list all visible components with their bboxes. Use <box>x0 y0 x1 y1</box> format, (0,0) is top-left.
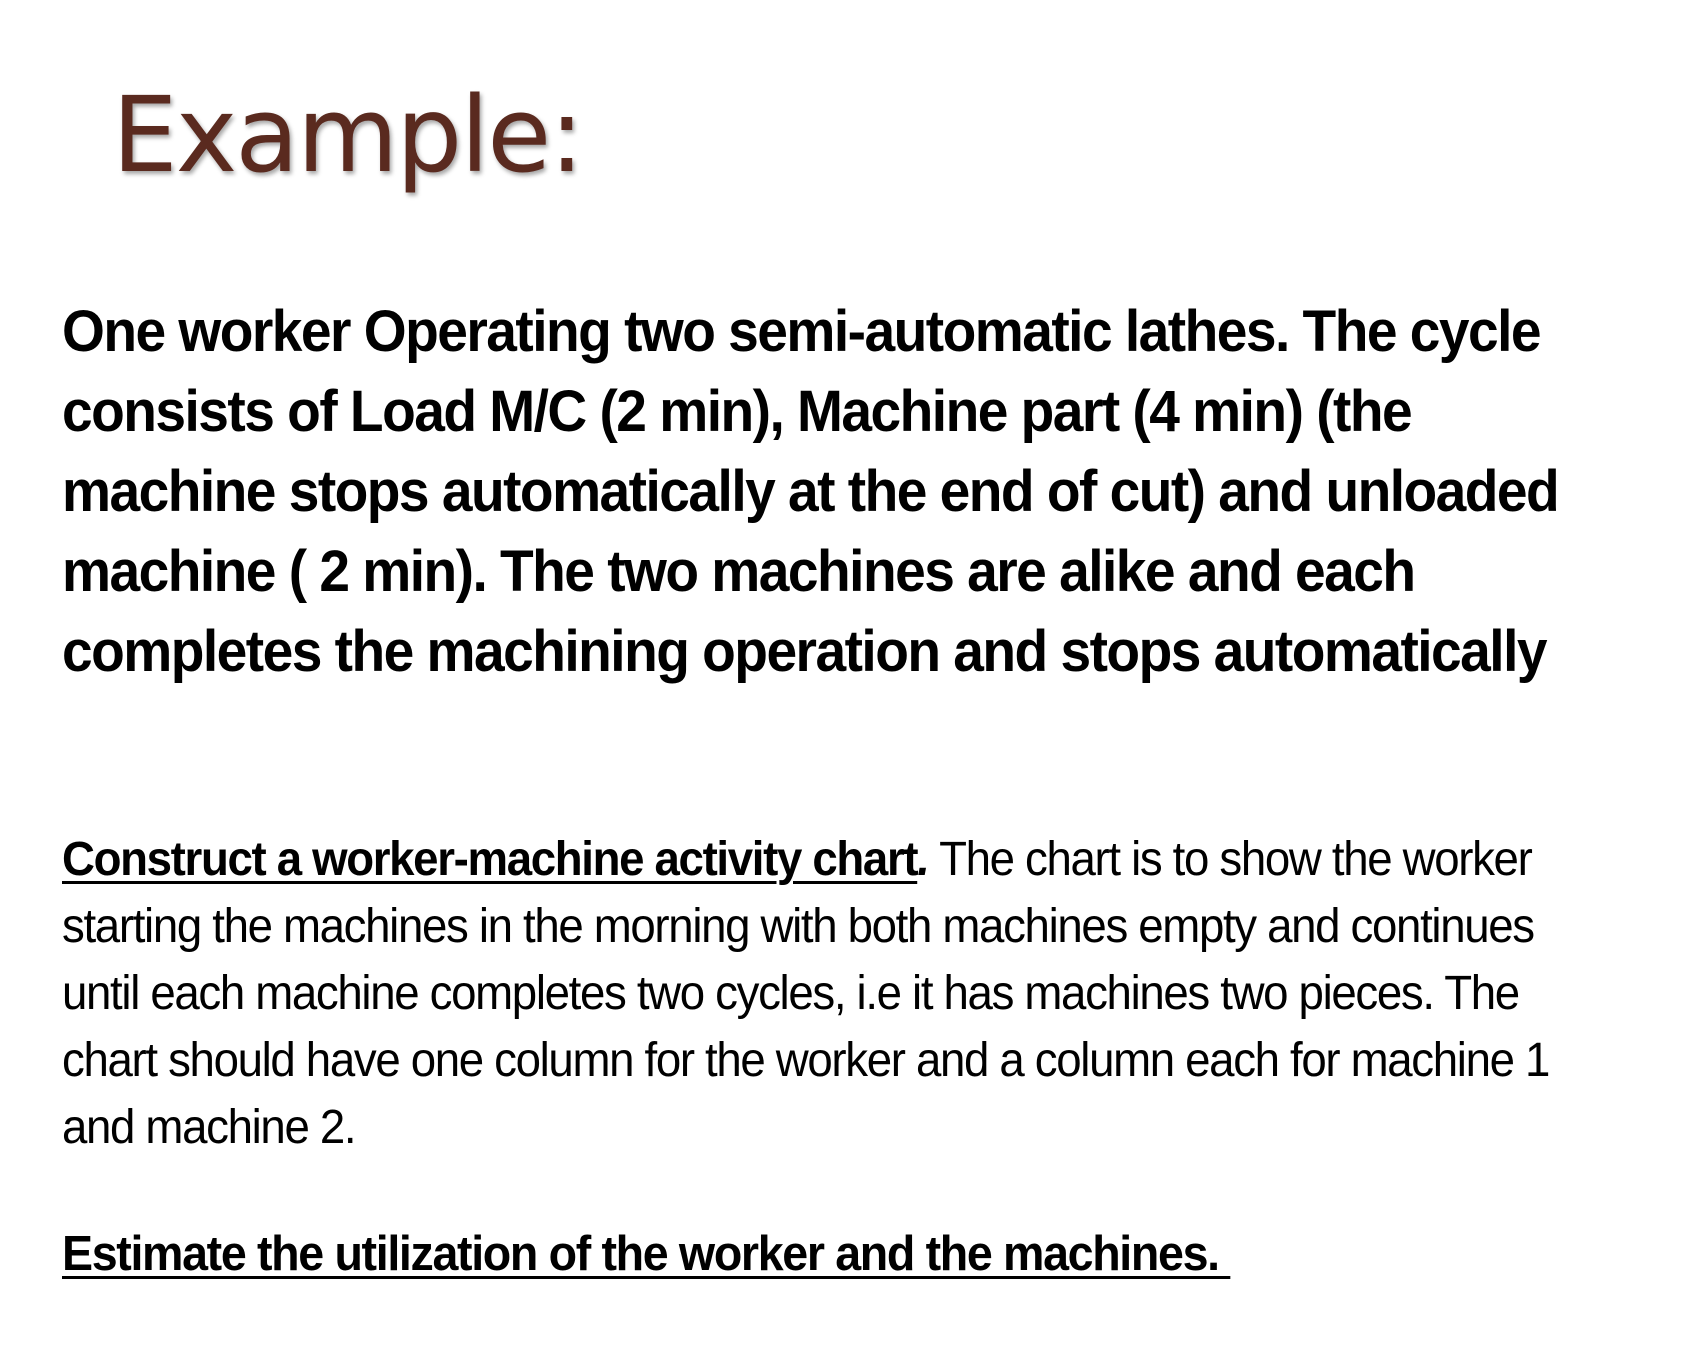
task-heading-period: . <box>917 833 929 886</box>
task-heading: Construct a worker-machine activity chart <box>62 833 918 886</box>
slide-title: Example: <box>112 74 583 196</box>
problem-statement: One worker Operating two semi-automatic lathes. The cycle consists of Load M/C (2 min), Machine part (4 min) (the machine stops automatically at the end of cut) and unloaded machine ( 2 min). The two machines are alike and each completes the machining operation and stops automatically <box>62 299 1559 684</box>
estimate-heading: Estimate the utilization of the worker and the machines. <box>62 1227 1231 1281</box>
task-paragraph <box>62 826 1620 1161</box>
task-body: The chart is to show the worker starting the machines in the morning with both machines empty and continues until each machine completes two cycles, i.e it has machines two pieces. The chart should have one column for the worker and a column each for machine 1 and machine 2. <box>62 833 1550 1154</box>
